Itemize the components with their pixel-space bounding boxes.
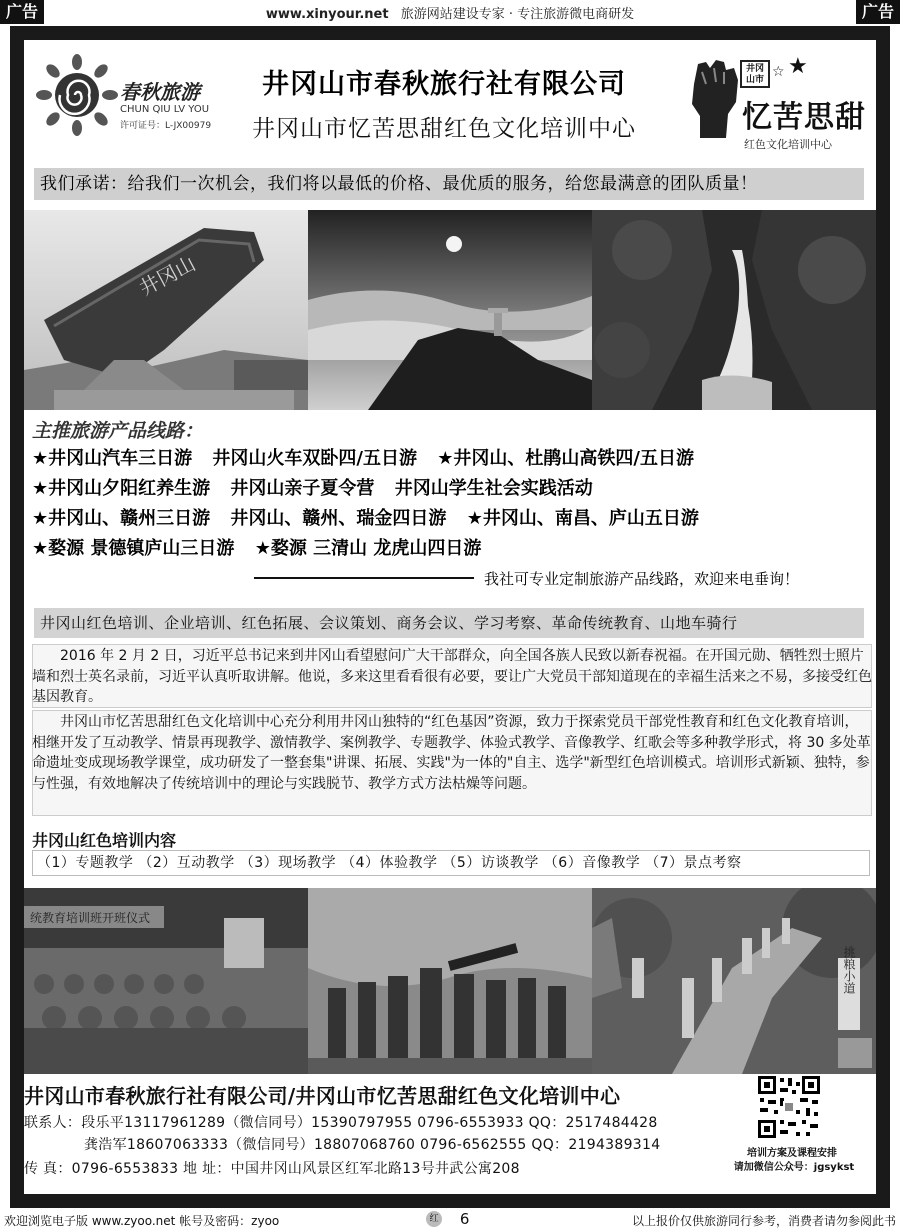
chunqiu-logo bbox=[36, 54, 216, 144]
sun-spiral-icon bbox=[36, 54, 118, 136]
large-star-icon: ★ bbox=[788, 54, 808, 79]
product-item: ★井冈山夕阳红养生游 bbox=[32, 478, 211, 499]
product-row-4 bbox=[32, 534, 872, 560]
contact-row-2: 龚浩军18607063333（微信同号）18807068760 0796-6562555 QQ：2194389314 bbox=[84, 1137, 661, 1153]
mountain-trail-photo bbox=[592, 888, 876, 1074]
header bbox=[24, 40, 876, 162]
product-item: ★井冈山、杜鹃山高铁四/五日游 bbox=[437, 448, 694, 469]
classroom-photo bbox=[24, 888, 308, 1074]
yikusitian-name: 忆苦思甜 bbox=[742, 100, 866, 135]
product-item: 井冈山学生社会实践活动 bbox=[394, 478, 593, 499]
contact-row-3: 传 真：0796-6553833 地 址：中国井冈山风景区红军北路13号井武公寓208 bbox=[24, 1161, 520, 1177]
outdoor-activity-photo bbox=[308, 888, 592, 1074]
monument-photo bbox=[24, 210, 308, 410]
small-star-icon: ☆ bbox=[772, 64, 785, 80]
promise-banner: 我们承诺：给我们一次机会，我们将以最低的价格、最优质的服务，给您最满意的团队质量！ bbox=[34, 168, 864, 200]
product-row-2 bbox=[32, 474, 872, 500]
custom-route-note: 我社可专业定制旅游产品线路，欢迎来电垂询！ bbox=[484, 570, 800, 588]
product-item: ★井冈山、赣州三日游 bbox=[32, 508, 211, 529]
top-ad-bar bbox=[0, 0, 900, 24]
footer-left-text: 欢迎浏览电子版 www.zyoo.net 帐号及密码：zyoo bbox=[4, 1214, 280, 1228]
page-footer bbox=[0, 1210, 900, 1230]
yikusitian-sub: 红色文化培训中心 bbox=[744, 138, 832, 151]
product-item: ★井冈山汽车三日游 bbox=[32, 448, 193, 469]
company-title: 井冈山市春秋旅行社有限公司 bbox=[262, 69, 626, 100]
contact-row-1: 联系人：段乐平13117961289（微信同号）15390797955 0796-6553933 QQ：2517484428 bbox=[24, 1115, 658, 1131]
jinggangshan-badge bbox=[740, 60, 770, 88]
divider-line bbox=[254, 577, 474, 579]
page-number: 6 bbox=[459, 1210, 470, 1228]
intro-paragraph: 2016 年 2 月 2 日，习近平总书记来到井冈山看望慰问广大干部群众，向全国各族人民致以新春祝福。在开国元勋、牺牲烈士照片墙和烈士英名录前，习近平认真听取讲解。他说，多来这里看看很有必要，要让广大党员干部知道现在的幸福生活来之不易，多接受红色基因教育。 bbox=[32, 648, 872, 705]
trail-sign-text: 挑粮小道 bbox=[842, 946, 856, 994]
waterfall-photo bbox=[592, 210, 876, 410]
section-circle-badge: 红 bbox=[426, 1211, 442, 1227]
classroom-banner-text: 统教育培训班开班仪式 bbox=[30, 911, 151, 925]
product-item: 井冈山亲子夏令营 bbox=[230, 478, 375, 499]
ad-tag-left: 广告 bbox=[0, 0, 44, 24]
ad-tag-right: 广告 bbox=[856, 0, 900, 24]
product-row-3 bbox=[32, 504, 872, 530]
product-row-1 bbox=[32, 444, 872, 470]
ad-frame bbox=[10, 26, 890, 1208]
footer-page-marker bbox=[426, 1210, 469, 1228]
chunqiu-logo-english: CHUN QIU LV YOU bbox=[120, 104, 210, 115]
yikusitian-logo bbox=[684, 54, 870, 154]
center-paragraph: 井冈山市忆苦思甜红色文化培训中心充分利用井冈山独特的“红色基因”资源，致力于探索党员干部党性教育和红色文化教育培训，相继开发了互动教学、情景再现教学、激情教学、案例教学、专题教学、体验式教学、音像教学、红歌会等多种教学形式，将 30 多处革命遗址变成现场教学课堂，成功研发了一整套集"讲课、拓展、实践"为一体的"自主、选学"新型红色培训模式。培训形式新颖、独特，参与性强，有效地解决了传统培训中的理论与实践脱节、教学方式方法枯燥等问题。 bbox=[32, 714, 871, 792]
training-center-title: 井冈山市忆苦思甜红色文化培训中心 bbox=[252, 116, 636, 142]
wechat-qr-code-icon[interactable] bbox=[756, 1074, 822, 1140]
training-services-banner: 井冈山红色培训、企业培训、红色拓展、会议策划、商务会议、学习考察、革命传统教育、山地车骑行 bbox=[34, 608, 864, 638]
topbar-text bbox=[0, 3, 900, 22]
raised-fist-icon bbox=[684, 54, 742, 138]
contact-company-name: 井冈山市春秋旅行社有限公司/井冈山市忆苦思甜红色文化培训中心 bbox=[24, 1084, 621, 1108]
qr-caption-1: 培训方案及课程安排 bbox=[747, 1148, 837, 1159]
qr-caption-2: 请加微信公众号：jgsykst bbox=[733, 1162, 855, 1173]
training-content-title: 井冈山红色培训内容 bbox=[32, 831, 177, 850]
product-item: ★婺源 三清山 龙虎山四日游 bbox=[254, 538, 482, 559]
product-item: ★婺源 景德镇庐山三日游 bbox=[32, 538, 235, 559]
chunqiu-logo-name: 春秋旅游 bbox=[120, 80, 200, 104]
badge-line1: 井冈 bbox=[745, 64, 764, 74]
topbar-slogan: 旅游网站建设专家 · 专注旅游微电商研发 bbox=[400, 7, 635, 22]
product-item: 井冈山火车双卧四/五日游 bbox=[212, 448, 417, 469]
license-number: 许可证号：L-JX00979 bbox=[120, 121, 212, 131]
product-item: ★井冈山、南昌、庐山五日游 bbox=[466, 508, 699, 529]
topbar-site-link[interactable]: www.xinyour.net bbox=[265, 7, 389, 22]
monument-text: 井冈山 bbox=[135, 251, 200, 301]
sea-of-clouds-photo bbox=[308, 210, 592, 410]
product-item: 井冈山、赣州、瑞金四日游 bbox=[230, 508, 447, 529]
top-photo-strip bbox=[24, 210, 876, 410]
training-content-list: （1）专题教学 （2）互动教学 （3）现场教学 （4）体验教学 （5）访谈教学 （6）音像教学 （7）景点考察 bbox=[32, 850, 870, 876]
footer-right-text: 以上报价仅供旅游同行参考，消费者请勿参阅此书 bbox=[631, 1214, 896, 1228]
products-title: 主推旅游产品线路： bbox=[32, 420, 204, 442]
badge-line2: 山市 bbox=[745, 75, 764, 85]
bottom-photo-strip bbox=[24, 888, 876, 1074]
